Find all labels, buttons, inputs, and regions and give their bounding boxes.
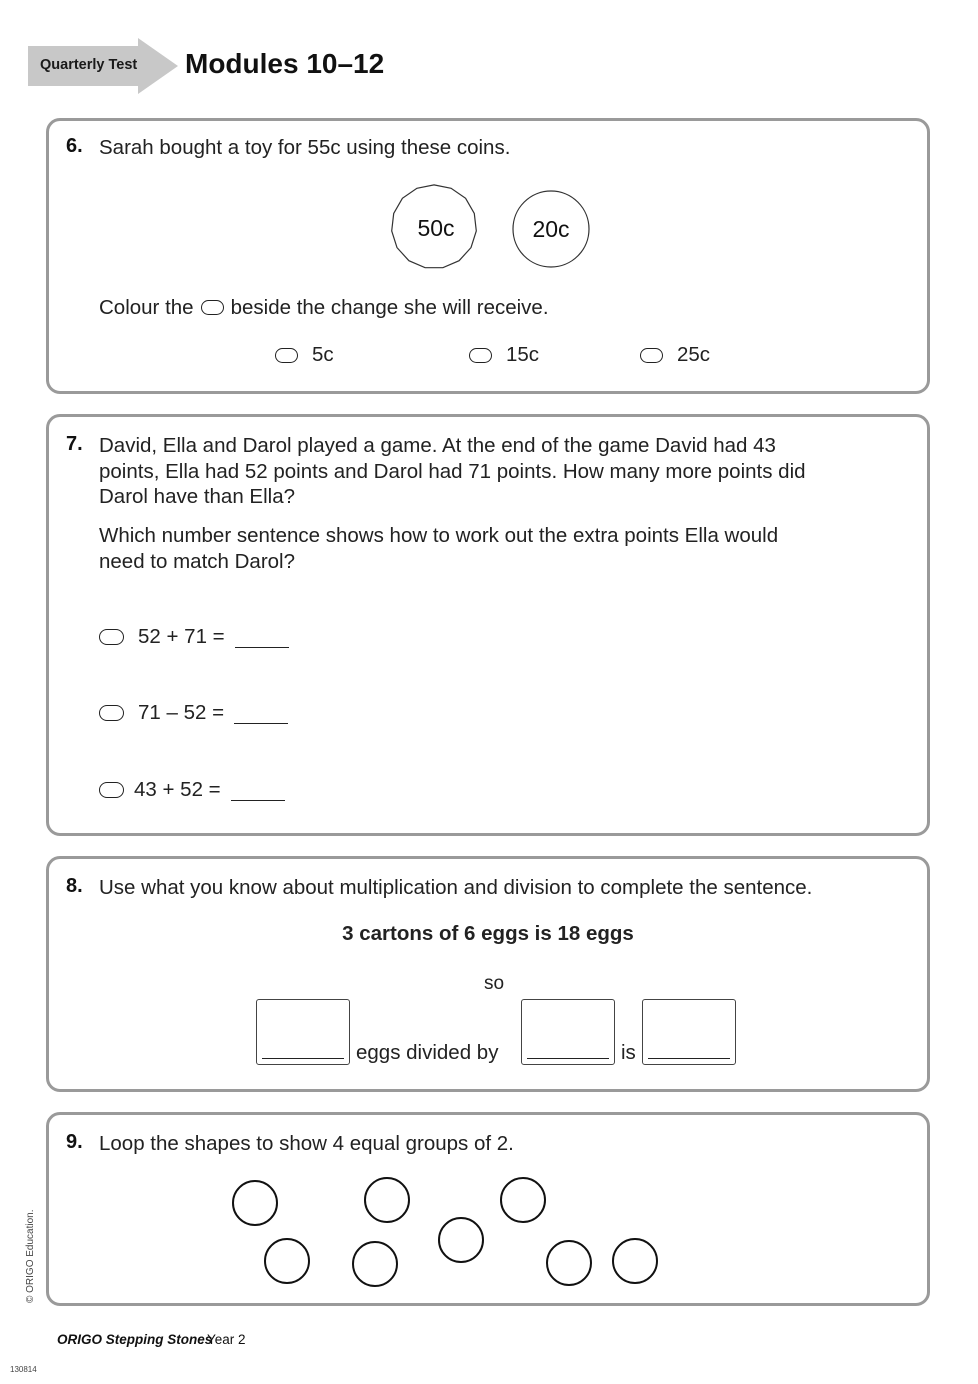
coin-50c [392,185,477,268]
answer-blank [234,703,288,724]
option-43-plus-52[interactable] [99,778,285,802]
option-25c[interactable] [640,343,710,367]
option-label: 25c [677,343,711,366]
statement: 3 cartons of 6 eggs is 18 eggs [342,922,634,945]
option-label: 71 – 52 = [138,701,225,724]
option-label: 43 + 52 = [134,778,221,801]
coin-20c [513,191,589,267]
question-number: 8. [66,875,83,897]
option-label: 52 + 71 = [138,625,225,648]
prompt-line: Darol have than Ella? [99,485,296,508]
prompt-line: need to match Darol? [99,549,296,573]
question-prompt: Sarah bought a toy for 55c using these coins. [99,136,511,159]
option-label: 15c [506,343,540,366]
answer-box-divisor[interactable] [521,999,615,1065]
answer-oval[interactable] [99,782,124,798]
connector-so: so [483,973,505,994]
prompt-line: David, Ella and Darol played a game. At the end of the game David had 43 [99,434,776,457]
question-prompt: Use what you know about multiplication and division to complete the sentence. [99,876,813,899]
option-71-minus-52[interactable] [99,701,288,725]
question-9-box [46,1112,930,1306]
answer-box-dividend[interactable] [256,999,350,1065]
tag-label: Quarterly Test [40,57,138,73]
answer-oval[interactable] [640,348,663,363]
question-number: 6. [66,135,83,157]
answer-box-quotient[interactable] [642,999,736,1065]
prompt-line: Which number sentence shows how to work out the extra points Ella would [99,524,779,547]
circles-to-loop[interactable] [49,1115,929,1305]
question-number: 7. [66,433,83,455]
question-prompt: Loop the shapes to show 4 equal groups of 2. [99,1132,514,1155]
question-7-box [46,414,930,836]
prompt-line: points, Ella had 52 points and Darol had 71 points. How many more points did [99,459,806,483]
instruction-after: beside the change she will receive. [230,296,549,319]
coin-20c-label: 20c [532,216,570,242]
question-prompt [99,433,806,510]
oval-icon [201,300,224,315]
question-sub-prompt [99,523,778,574]
footer-year: Year 2 [207,1332,246,1347]
colour-instruction [99,295,549,321]
question-number: 9. [66,1131,83,1153]
option-label: 5c [312,343,334,366]
answer-oval[interactable] [99,705,124,721]
eggs-divided-by-text: eggs divided by [356,1041,499,1064]
footer-code: 130814 [10,1365,37,1374]
coin-50c-label: 50c [417,215,455,241]
option-52-plus-71[interactable] [99,625,289,649]
question-8-box [46,856,930,1092]
coins-illustration [389,181,599,281]
answer-oval[interactable] [99,629,124,645]
question-6-box [46,118,930,394]
answer-oval[interactable] [275,348,298,363]
quarterly-test-tag [28,38,178,94]
instruction-before: Colour the [99,296,194,319]
answer-blank [235,627,289,648]
is-text: is [621,1041,636,1064]
page-title: Modules 10–12 [185,48,385,79]
copyright-text: © ORIGO Education. [25,1209,36,1303]
footer-brand: ORIGO Stepping Stones [57,1332,213,1347]
option-5c[interactable] [275,343,334,367]
answer-blank [231,780,285,801]
answer-oval[interactable] [469,348,492,363]
option-15c[interactable] [469,343,539,367]
